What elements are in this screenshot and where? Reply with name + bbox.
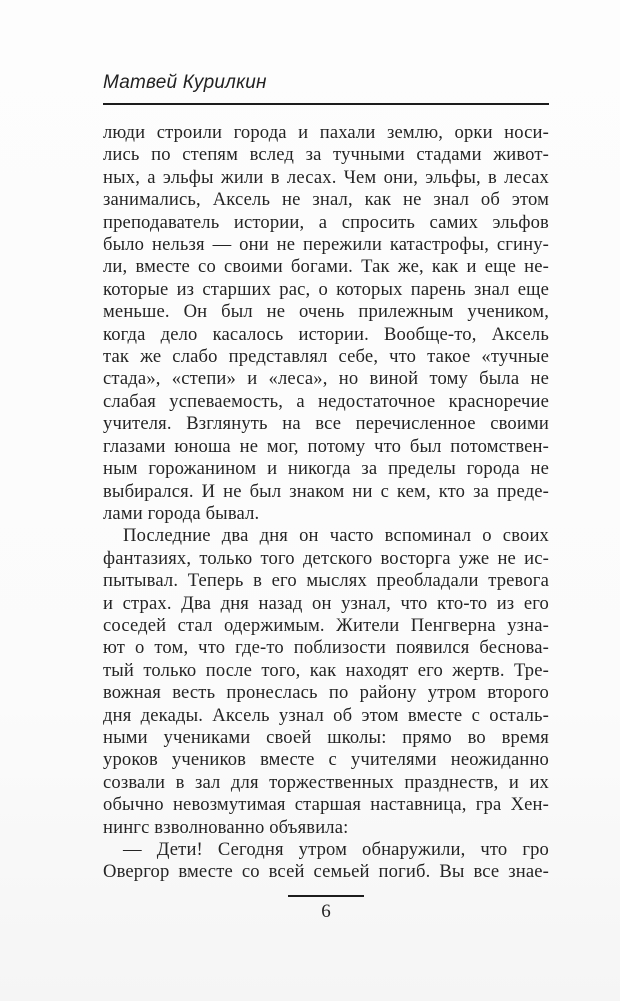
page-number: 6 <box>321 901 331 922</box>
text-line: ным горожанином и никогда за пределы города не <box>103 458 549 480</box>
text-line: глазами юноша не мог, потому что был потомствен- <box>103 435 549 457</box>
text-line: уроков учеников вместе с учителями неожиданно <box>103 749 549 771</box>
text-line: тый только после того, как находят его жертв. Тре- <box>103 659 549 681</box>
text-line: ными учениками своей школы: прямо во время <box>103 726 549 748</box>
page-footer <box>103 895 549 923</box>
running-header-author: Матвей Курилкин <box>103 72 267 93</box>
text-line: когда дело касалось истории. Вообще-то, Аксель <box>103 323 549 345</box>
text-line: так же слабо представлял себе, что такое «тучные <box>103 346 549 368</box>
text-line: ли, вместе со своими богами. Так же, как и еще не- <box>103 256 549 278</box>
text-line: учителя. Взглянуть на все перечисленное своими <box>103 413 549 435</box>
text-line: преподаватель истории, а спросить самих эльфов <box>103 211 549 233</box>
text-line: Овергор вместе со всей семьей погиб. Вы все знае- <box>103 861 549 883</box>
text-line: ных, а эльфы жили в лесах. Чем они, эльфы, в лесах <box>103 166 549 188</box>
text-line: лами города бывал. <box>103 502 260 524</box>
text-line: лись по степям вслед за тучными стадами живот- <box>103 144 549 166</box>
footer-divider <box>288 895 364 897</box>
text-line: выбирался. И не был знаком ни с кем, кто за преде- <box>103 480 549 502</box>
text-line: пытывал. Теперь в его мыслях преобладали тревога <box>103 570 549 592</box>
text-line: ют о том, что где-то поблизости появился беснова- <box>103 637 549 659</box>
text-line: обычно невозмутимая старшая наставница, гра Хен- <box>103 794 549 816</box>
text-line: занимались, Аксель не знал, как не знал об этом <box>103 189 549 211</box>
text-line: Последние два дня он часто вспоминал о своих <box>123 525 549 547</box>
text-line: слабая успеваемость, а недостаточное красноречие <box>103 390 549 412</box>
text-line: соседей стал одержимым. Жители Пенгверна узна- <box>103 614 549 636</box>
text-line: было нельзя — они не пережили катастрофы, сгину- <box>103 234 549 256</box>
text-line: вожная весть пронеслась по району утром второго <box>103 682 549 704</box>
text-line: — Дети! Сегодня утром обнаружили, что гро <box>123 839 549 860</box>
header-divider <box>103 103 549 105</box>
body-text <box>103 122 549 884</box>
text-line: дня декады. Аксель узнал об этом вместе с осталь- <box>103 704 549 726</box>
text-line: созвали в зал для торжественных празднеств, и их <box>103 771 549 793</box>
text-line: и страх. Два дня назад он узнал, что кто-то из его <box>103 592 549 614</box>
text-line: стада», «степи» и «леса», но виной тому была не <box>103 368 549 390</box>
text-line: меньше. Он был не очень прилежным учеником, <box>103 301 549 323</box>
text-line: нингс взволнованно объявила: <box>103 816 349 838</box>
text-line: фантазиях, только того детского восторга уже не ис- <box>103 547 549 569</box>
text-line: люди строили города и пахали землю, орки носи- <box>103 122 549 143</box>
text-line: которые из старших рас, о которых парень знал еще <box>103 278 549 300</box>
